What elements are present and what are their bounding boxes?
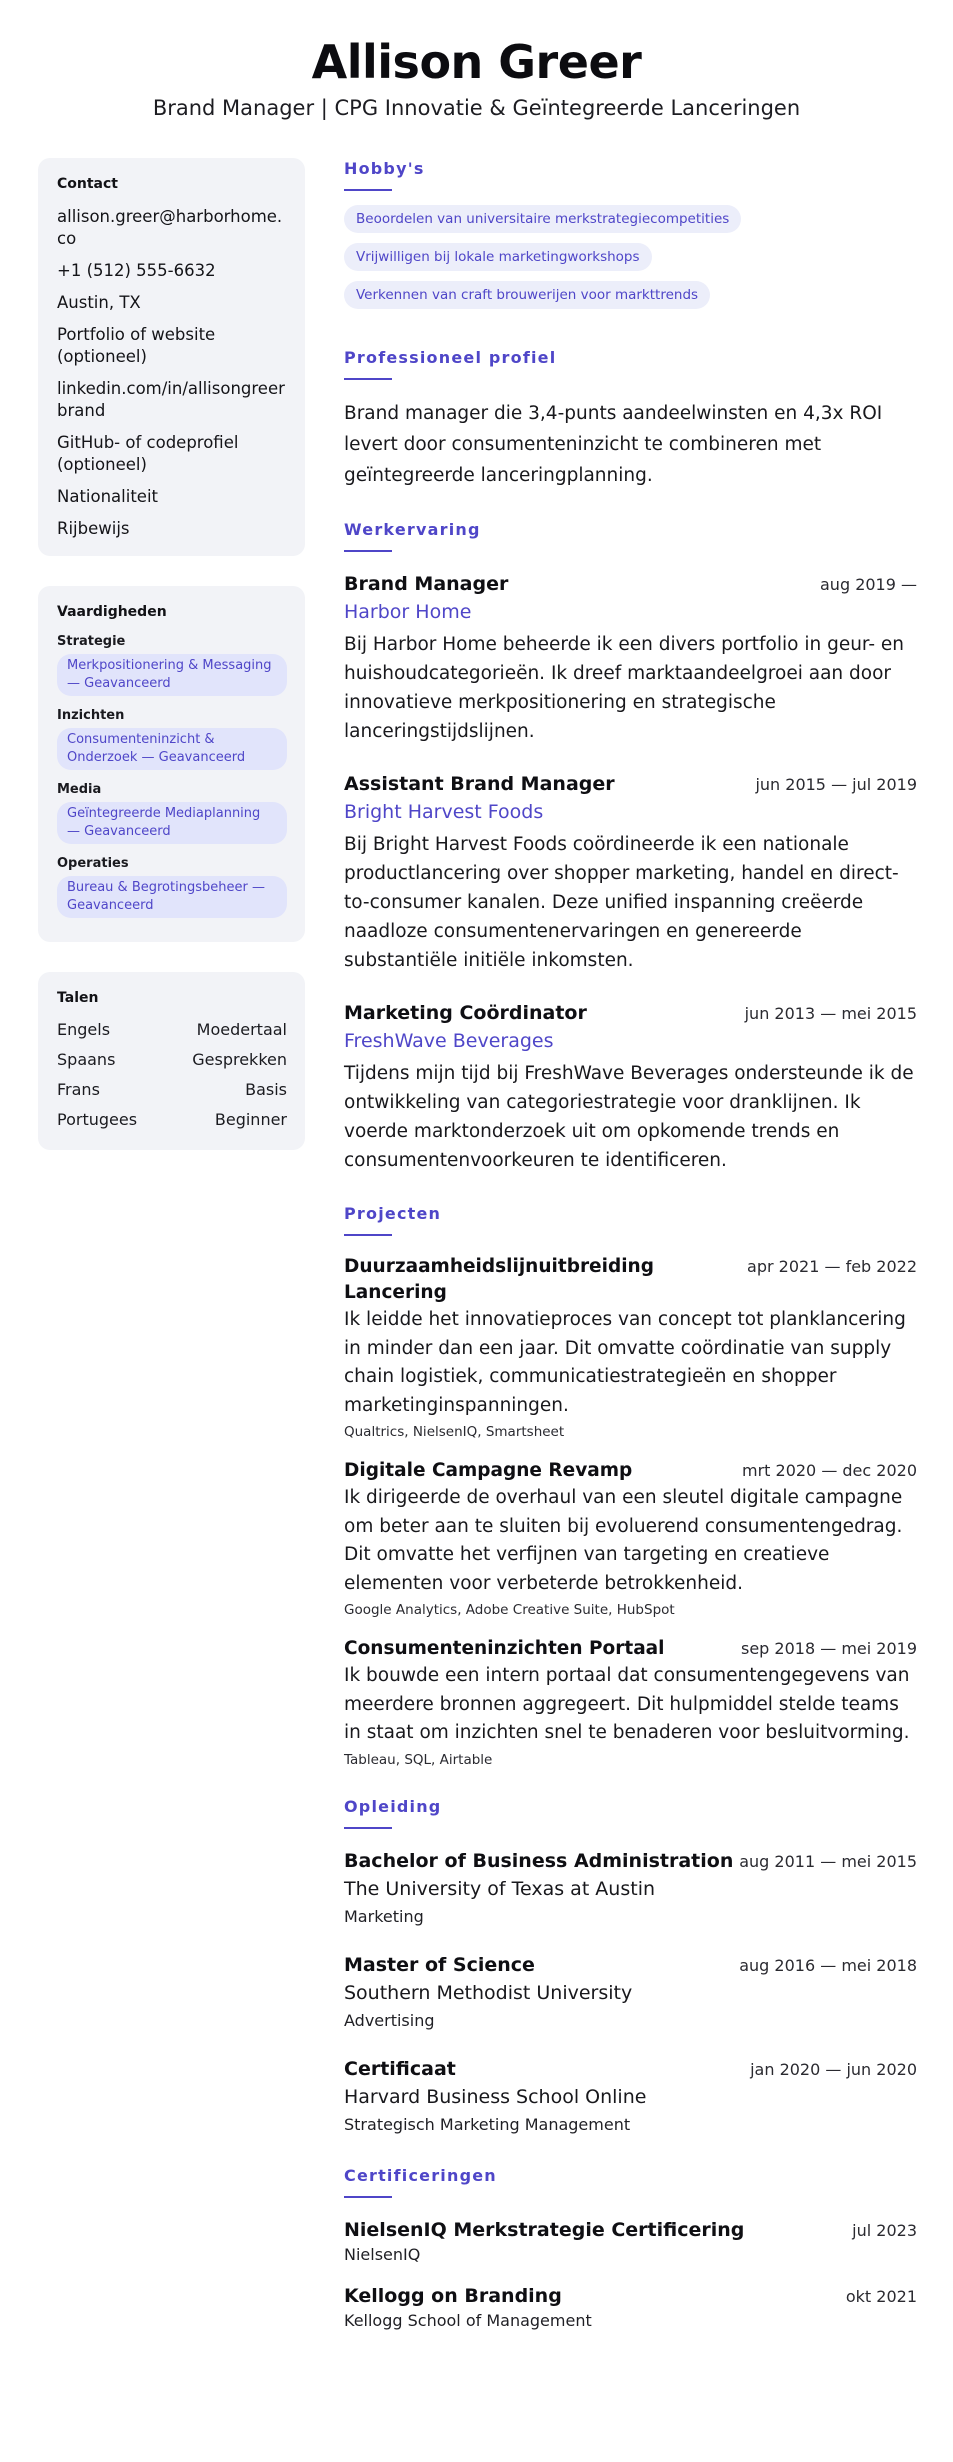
education-date: aug 2016 — mei 2018 bbox=[739, 1955, 917, 1975]
education-field: Marketing bbox=[344, 1906, 424, 1926]
project-title: Consumenteninzichten Portaal bbox=[344, 1638, 665, 1659]
skill-pill: Merkpositionering & Messaging — Geavanceerd bbox=[57, 654, 287, 696]
job-title: Marketing Coördinator bbox=[344, 1002, 587, 1024]
contact-portfolio: Portfolio of website (optioneel) bbox=[57, 325, 216, 366]
job-company: FreshWave Beverages bbox=[344, 1030, 554, 1052]
certification-name: Kellogg on Branding bbox=[344, 2284, 562, 2307]
language-name: Frans bbox=[57, 1080, 100, 1099]
project-date: apr 2021 — feb 2022 bbox=[747, 1257, 917, 1276]
project-tools: Qualtrics, NielsenIQ, Smartsheet bbox=[344, 1424, 565, 1440]
job-date: aug 2019 — bbox=[820, 575, 917, 594]
language-row bbox=[57, 1020, 287, 1040]
education-school: Southern Methodist University bbox=[344, 1981, 633, 2004]
section-title: Opleiding bbox=[344, 1796, 442, 1816]
project-tools: Tableau, SQL, Airtable bbox=[344, 1751, 493, 1768]
project-entry bbox=[344, 1458, 917, 1618]
job-title: Brand Manager bbox=[344, 573, 509, 595]
certification-date: jul 2023 bbox=[852, 2220, 917, 2240]
education-entry bbox=[344, 1847, 917, 1929]
skill-group bbox=[57, 856, 287, 918]
section-title: Projecten bbox=[344, 1204, 442, 1223]
languages-title: Talen bbox=[57, 990, 99, 1006]
contact-github: GitHub- of codeprofiel (optioneel) bbox=[57, 433, 239, 474]
certification-entry bbox=[344, 2216, 917, 2266]
project-description: Ik bouwde een intern portaal dat consumentengegevens van meerdere bronnen aggregeert. Dit hulpmiddel stelde teams in staat om inzichten snel te benaderen voor besluitvorming. bbox=[344, 1665, 910, 1743]
hobby-chip: Beoordelen van universitaire merkstrategiecompetities bbox=[344, 205, 741, 233]
project-description: Ik leidde het innovatieproces van concept tot planklancering in minder dan een jaar. Dit omvatte coördinatie van supply chain logistiek, communicatiestrategieën en shopper marketinginspanningen. bbox=[344, 1309, 906, 1416]
contact-nationality: Nationaliteit bbox=[57, 487, 159, 506]
project-date: sep 2018 — mei 2019 bbox=[741, 1639, 917, 1658]
skill-pill: Geïntegreerde Mediaplanning — Geavanceerd bbox=[57, 802, 287, 844]
language-row bbox=[57, 1080, 287, 1100]
section-divider bbox=[344, 1234, 392, 1236]
education-entry bbox=[344, 1951, 917, 2033]
job-date: jun 2013 — mei 2015 bbox=[744, 1004, 917, 1023]
language-name: Spaans bbox=[57, 1050, 116, 1069]
language-row bbox=[57, 1110, 287, 1130]
certification-org: Kellogg School of Management bbox=[344, 2310, 592, 2330]
job-description: Bij Bright Harvest Foods coördineerde ik een nationale productlancering over shopper marketing, handel en direct-to-consumer kanalen. Deze unified inspanning creëerde naadloze consumentenervaringen en genereerde substantiële initiële inkomsten. bbox=[344, 834, 899, 971]
project-tools: Google Analytics, Adobe Creative Suite, HubSpot bbox=[344, 1602, 675, 1618]
skill-category: Media bbox=[57, 782, 102, 797]
language-level: Moedertaal bbox=[196, 1020, 287, 1039]
skill-category: Strategie bbox=[57, 634, 126, 649]
language-level: Basis bbox=[245, 1080, 287, 1099]
certification-entry bbox=[344, 2282, 917, 2332]
profile-text: Brand manager die 3,4-punts aandeelwinsten en 4,3x ROI levert door consumenteninzicht te combineren met geïntegreerde lanceringplanning. bbox=[344, 403, 883, 486]
language-row bbox=[57, 1050, 287, 1070]
candidate-subtitle: Brand Manager | CPG Innovatie & Geïntegreerde Lanceringen bbox=[152, 96, 801, 120]
section-divider bbox=[344, 550, 392, 552]
candidate-name: Allison Greer bbox=[311, 35, 642, 89]
section-divider bbox=[344, 2196, 392, 2198]
project-date: mrt 2020 — dec 2020 bbox=[741, 1461, 917, 1480]
education-date: jan 2020 — jun 2020 bbox=[750, 2059, 917, 2079]
education-date: aug 2011 — mei 2015 bbox=[739, 1851, 917, 1871]
education-section bbox=[344, 1796, 917, 2137]
project-title: Duurzaamheidslijnuitbreiding Lancering bbox=[344, 1256, 654, 1303]
language-name: Portugees bbox=[57, 1110, 138, 1129]
certifications-section bbox=[344, 2165, 917, 2332]
hobbies-section bbox=[344, 158, 917, 319]
resume-header bbox=[0, 32, 953, 122]
education-degree: Certificaat bbox=[344, 2057, 456, 2080]
contact-phone[interactable]: +1 (512) 555-6632 bbox=[57, 261, 216, 280]
section-divider bbox=[344, 1827, 392, 1829]
project-entry bbox=[344, 1636, 917, 1768]
contact-linkedin[interactable]: linkedin.com/in/allisongreerbrand bbox=[57, 379, 285, 420]
job-entry bbox=[344, 999, 917, 1175]
job-company: Bright Harvest Foods bbox=[344, 801, 544, 823]
project-description: Ik dirigeerde de overhaul van een sleutel digitale campagne om beter aan te sluiten bij evoluerend consumentengedrag. Dit omvatte het verfijnen van targeting en creatieve elementen voor verbeterde betrokkenheid. bbox=[344, 1487, 903, 1594]
certification-org: NielsenIQ bbox=[344, 2244, 421, 2264]
skill-category: Inzichten bbox=[57, 708, 125, 723]
language-level: Beginner bbox=[214, 1110, 287, 1129]
skills-card bbox=[38, 586, 305, 942]
skill-group bbox=[57, 782, 287, 844]
section-title: Hobby's bbox=[344, 159, 425, 178]
education-degree: Master of Science bbox=[344, 1953, 535, 1976]
section-title: Professioneel profiel bbox=[344, 348, 557, 367]
projects-section bbox=[344, 1203, 917, 1768]
skill-group bbox=[57, 634, 287, 696]
education-degree: Bachelor of Business Administration bbox=[344, 1849, 734, 1872]
education-school: The University of Texas at Austin bbox=[344, 1877, 656, 1900]
language-name: Engels bbox=[57, 1020, 111, 1039]
skills-title: Vaardigheden bbox=[57, 604, 167, 620]
job-entry bbox=[344, 770, 917, 975]
main-content bbox=[344, 158, 917, 2360]
sidebar bbox=[38, 158, 305, 1180]
contact-email[interactable]: allison.greer@harborhome.co bbox=[57, 207, 283, 248]
skill-group bbox=[57, 708, 287, 770]
section-divider bbox=[344, 189, 392, 191]
job-description: Bij Harbor Home beheerde ik een divers portfolio in geur- en huishoudcategorieën. Ik dreef marktaandeelgroei aan door innovatieve merkpositionering en strategische lanceringstijdslijnen. bbox=[344, 634, 905, 742]
section-title: Werkervaring bbox=[344, 520, 481, 539]
hobby-chip: Verkennen van craft brouwerijen voor markttrends bbox=[344, 281, 710, 309]
profile-section bbox=[344, 347, 917, 491]
education-field: Strategisch Marketing Management bbox=[344, 2114, 631, 2134]
project-title: Digitale Campagne Revamp bbox=[344, 1460, 633, 1481]
language-level: Gesprekken bbox=[192, 1050, 287, 1069]
skill-pill: Bureau & Begrotingsbeheer — Geavanceerd bbox=[57, 876, 287, 918]
job-title: Assistant Brand Manager bbox=[344, 773, 615, 795]
skill-pill: Consumenteninzicht & Onderzoek — Geavanceerd bbox=[57, 728, 287, 770]
education-school: Harvard Business School Online bbox=[344, 2085, 647, 2108]
project-entry bbox=[344, 1254, 917, 1440]
contact-title: Contact bbox=[57, 176, 118, 192]
hobby-chip: Vrijwilligen bij lokale marketingworkshops bbox=[344, 243, 652, 271]
certification-name: NielsenIQ Merkstrategie Certificering bbox=[344, 2218, 745, 2241]
education-entry bbox=[344, 2055, 917, 2137]
section-divider bbox=[344, 378, 392, 380]
experience-section bbox=[344, 519, 917, 1175]
certification-date: okt 2021 bbox=[845, 2286, 917, 2306]
education-field: Advertising bbox=[344, 2010, 435, 2030]
job-company: Harbor Home bbox=[344, 601, 472, 623]
contact-location: Austin, TX bbox=[57, 293, 141, 312]
skill-category: Operaties bbox=[57, 856, 129, 871]
contact-license: Rijbewijs bbox=[57, 519, 130, 538]
hobby-list bbox=[344, 205, 917, 319]
job-date: jun 2015 — jul 2019 bbox=[755, 775, 917, 794]
job-entry bbox=[344, 570, 917, 746]
contact-card bbox=[38, 158, 305, 556]
job-description: Tijdens mijn tijd bij FreshWave Beverages ondersteunde ik de ontwikkeling van categoriestrategie voor dranklijnen. Ik voerde marktonderzoek uit om opkomende trends en consumentenvoorkeuren te identificeren. bbox=[344, 1063, 914, 1171]
section-title: Certificeringen bbox=[344, 2165, 497, 2185]
languages-card bbox=[38, 972, 305, 1150]
